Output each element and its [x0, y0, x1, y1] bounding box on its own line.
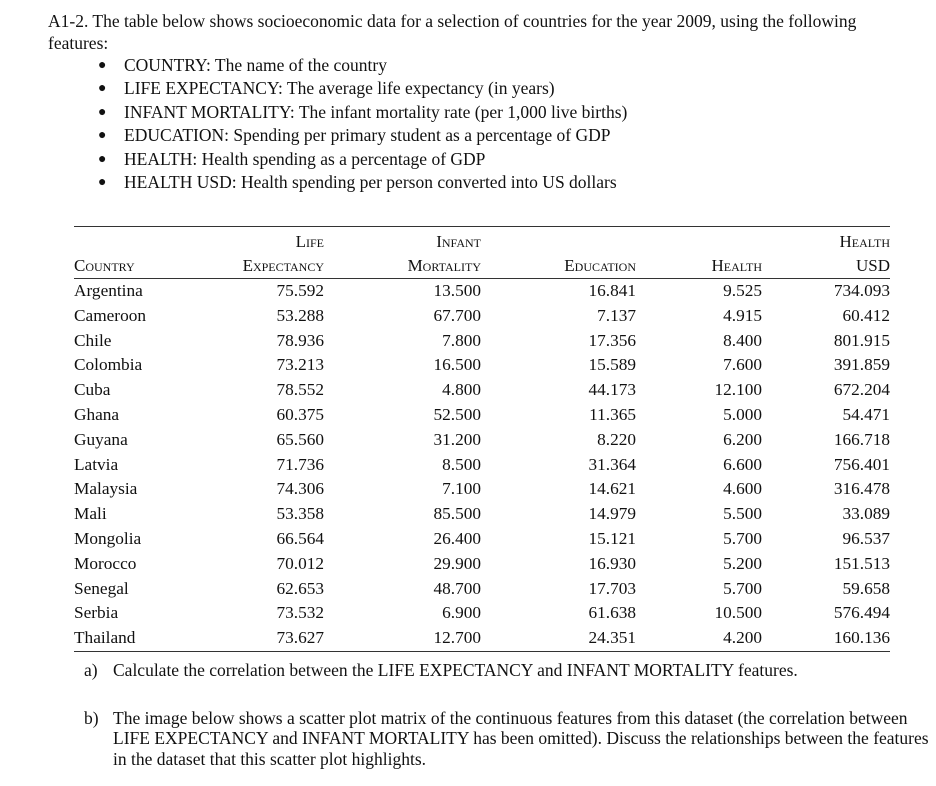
- feature-item: ● HEALTH USD: Health spending per person converted into US dollars: [98, 171, 627, 194]
- cell-health: 9.525: [723, 281, 762, 300]
- cell-health-usd: 166.718: [833, 429, 890, 449]
- cell-health: 4.600: [723, 479, 762, 499]
- table-header-row-top: [74, 227, 890, 255]
- cell-health: 12.100: [714, 380, 762, 400]
- cell-life-expectancy: 73.213: [276, 355, 324, 375]
- cell-education: 14.621: [588, 479, 636, 499]
- table-row: [74, 378, 890, 403]
- column-header-infant-top: Infant: [324, 227, 481, 255]
- cell-education: 8.220: [597, 429, 636, 449]
- cell-infant-mortality: 8.500: [442, 454, 481, 474]
- cell-health: 5.700: [723, 528, 762, 548]
- feature-item: ● LIFE EXPECTANCY: The average life expectancy (in years): [98, 77, 627, 100]
- cell-life-expectancy: 73.532: [276, 603, 324, 623]
- table-row: [74, 552, 890, 577]
- cell-education: 15.589: [588, 355, 636, 375]
- cell-education: 14.979: [588, 504, 636, 524]
- column-header-country-top: [74, 227, 204, 255]
- cell-infant-mortality: 12.700: [324, 626, 481, 651]
- cell-health-usd: 160.136: [762, 626, 890, 651]
- cell-education: 7.137: [597, 305, 636, 325]
- table-row: [74, 601, 890, 626]
- cell-health-usd: 672.204: [833, 380, 890, 400]
- cell-infant-mortality: 85.500: [433, 504, 481, 524]
- cell-health-usd: 96.537: [842, 528, 890, 548]
- column-header-education-top: [481, 227, 636, 255]
- cell-life-expectancy: 73.627: [204, 626, 324, 651]
- column-header-education: Education: [481, 254, 636, 279]
- cell-health-usd: 54.471: [842, 404, 890, 424]
- table-row: [74, 403, 890, 428]
- column-header-health-usd: USD: [762, 254, 890, 279]
- cell-education: 24.351: [481, 626, 636, 651]
- problem-intro: [48, 10, 918, 54]
- cell-health: 4.915: [723, 305, 762, 325]
- cell-life-expectancy: 78.936: [276, 330, 324, 350]
- cell-education: 44.173: [588, 380, 636, 400]
- cell-country: Cuba: [74, 380, 111, 400]
- feature-item: ● INFANT MORTALITY: The infant mortality rate (per 1,000 live births): [98, 101, 627, 124]
- cell-health: 7.600: [723, 355, 762, 375]
- feature-item: ● EDUCATION: Spending per primary student as a percentage of GDP: [98, 124, 627, 147]
- cell-health: 6.200: [723, 429, 762, 449]
- question-b-label: b): [84, 707, 99, 728]
- cell-health-usd: 316.478: [833, 479, 890, 499]
- table-row: [74, 329, 890, 354]
- column-header-life-top: Life: [204, 227, 324, 255]
- table-header-row-bottom: [74, 254, 890, 279]
- column-header-health: Health: [636, 254, 762, 279]
- cell-country: Senegal: [74, 578, 129, 598]
- cell-country: Argentina: [74, 281, 143, 300]
- problem-text: The table below shows socioeconomic data for a selection of countries for the year 2009, using the following features:: [48, 11, 857, 53]
- column-header-life-expectancy: Expectancy: [204, 254, 324, 279]
- cell-education: 61.638: [588, 603, 636, 623]
- cell-education: 16.841: [588, 281, 636, 300]
- cell-life-expectancy: 70.012: [276, 553, 324, 573]
- cell-infant-mortality: 16.500: [433, 355, 481, 375]
- cell-infant-mortality: 26.400: [433, 528, 481, 548]
- cell-health-usd: 576.494: [833, 603, 890, 623]
- problem-label: A1-2.: [48, 11, 89, 31]
- feature-item: ● COUNTRY: The name of the country: [98, 54, 627, 77]
- cell-country: Morocco: [74, 553, 137, 573]
- cell-education: 17.703: [588, 578, 636, 598]
- cell-country: Mali: [74, 504, 107, 524]
- cell-life-expectancy: 75.592: [276, 281, 324, 300]
- table-row: [74, 502, 890, 527]
- cell-country: Thailand: [74, 626, 204, 651]
- cell-country: Ghana: [74, 404, 120, 424]
- cell-life-expectancy: 66.564: [276, 528, 324, 548]
- cell-country: Colombia: [74, 355, 143, 375]
- cell-health-usd: 33.089: [842, 504, 890, 524]
- cell-health: 5.000: [723, 404, 762, 424]
- cell-infant-mortality: 13.500: [433, 281, 481, 300]
- bullet-icon: ●: [98, 151, 107, 167]
- cell-health-usd: 391.859: [833, 355, 890, 375]
- cell-life-expectancy: 62.653: [276, 578, 324, 598]
- cell-health-usd: 801.915: [833, 330, 890, 350]
- cell-country: Malaysia: [74, 479, 138, 499]
- column-header-infant-mortality: Mortality: [324, 254, 481, 279]
- cell-country: Mongolia: [74, 528, 142, 548]
- cell-life-expectancy: 65.560: [276, 429, 324, 449]
- cell-education: 15.121: [588, 528, 636, 548]
- question-b-text: The image below shows a scatter plot matrix of the continuous features from this dataset (the correlation between LIFE EXPECTANCY and INFANT MORTALITY has been omitted). Discuss the relationships between the features in the dataset that this scatter plot highlights.: [113, 707, 929, 769]
- cell-health: 6.600: [723, 454, 762, 474]
- column-header-country: Country: [74, 254, 204, 279]
- cell-health-usd: 151.513: [833, 553, 890, 573]
- bullet-icon: ●: [98, 81, 107, 97]
- cell-life-expectancy: 53.288: [276, 305, 324, 325]
- cell-country: Serbia: [74, 603, 119, 623]
- table-row: [74, 577, 890, 602]
- cell-health: 5.200: [723, 553, 762, 573]
- cell-infant-mortality: 31.200: [433, 429, 481, 449]
- bullet-icon: ●: [98, 128, 107, 144]
- table-row: [74, 304, 890, 329]
- cell-country: Guyana: [74, 429, 128, 449]
- question-a-text: Calculate the correlation between the LIFE EXPECTANCY and INFANT MORTALITY features.: [113, 660, 798, 680]
- cell-life-expectancy: 74.306: [276, 479, 324, 499]
- table-row: [74, 279, 890, 304]
- cell-infant-mortality: 67.700: [433, 305, 481, 325]
- column-header-health-usd-top: Health: [762, 227, 890, 255]
- feature-item: ● HEALTH: Health spending as a percentage of GDP: [98, 148, 627, 171]
- cell-health-usd: 756.401: [833, 454, 890, 474]
- cell-health: 8.400: [723, 330, 762, 350]
- cell-health: 10.500: [714, 603, 762, 623]
- table-row: [74, 626, 890, 651]
- cell-country: Latvia: [74, 454, 119, 474]
- cell-health: 5.500: [723, 504, 762, 524]
- cell-education: 17.356: [588, 330, 636, 350]
- cell-life-expectancy: 60.375: [276, 404, 324, 424]
- question-a: [84, 660, 929, 681]
- cell-health: 5.700: [723, 578, 762, 598]
- cell-infant-mortality: 7.100: [442, 479, 481, 499]
- cell-health-usd: 60.412: [842, 305, 890, 325]
- data-table: [74, 226, 890, 652]
- cell-infant-mortality: 29.900: [433, 553, 481, 573]
- table-row: [74, 477, 890, 502]
- cell-education: 11.365: [589, 404, 636, 424]
- cell-life-expectancy: 53.358: [276, 504, 324, 524]
- table-row: [74, 428, 890, 453]
- bullet-icon: ●: [98, 174, 107, 190]
- table-body: [74, 279, 890, 652]
- cell-country: Chile: [74, 330, 112, 350]
- cell-health: 4.200: [636, 626, 762, 651]
- questions: [84, 660, 929, 769]
- cell-infant-mortality: 52.500: [433, 404, 481, 424]
- bullet-icon: ●: [98, 104, 107, 120]
- column-header-health-top: [636, 227, 762, 255]
- cell-infant-mortality: 48.700: [433, 578, 481, 598]
- question-a-label: a): [84, 660, 98, 680]
- cell-health-usd: 59.658: [842, 578, 890, 598]
- table-row: [74, 453, 890, 478]
- cell-country: Cameroon: [74, 305, 146, 325]
- bullet-icon: ●: [98, 58, 107, 73]
- cell-life-expectancy: 78.552: [276, 380, 324, 400]
- cell-health-usd: 734.093: [833, 281, 890, 300]
- table-row: [74, 353, 890, 378]
- cell-infant-mortality: 6.900: [442, 603, 481, 623]
- cell-education: 16.930: [588, 553, 636, 573]
- cell-education: 31.364: [588, 454, 636, 474]
- feature-list: [98, 54, 627, 194]
- cell-infant-mortality: 4.800: [442, 380, 481, 400]
- question-b: [84, 708, 929, 770]
- table-row: [74, 527, 890, 552]
- cell-infant-mortality: 7.800: [442, 330, 481, 350]
- cell-life-expectancy: 71.736: [276, 454, 324, 474]
